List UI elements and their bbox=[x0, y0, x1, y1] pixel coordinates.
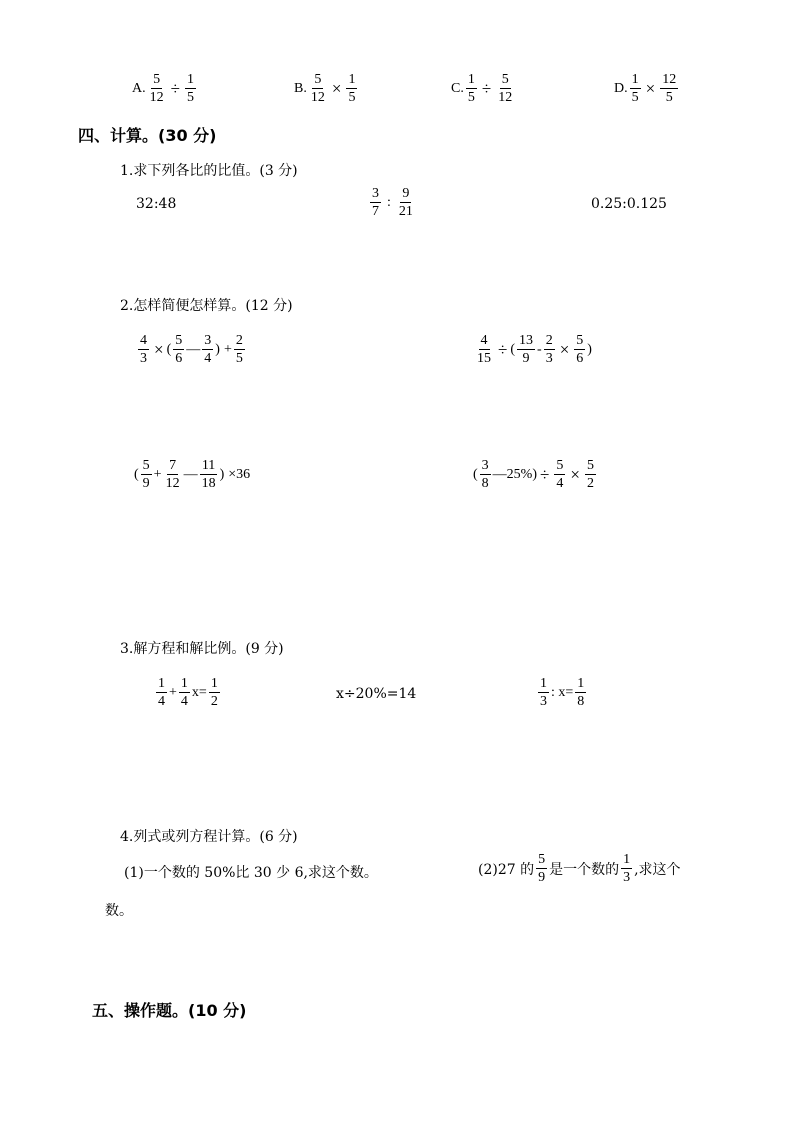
fraction: $\frac{1}{2}$ bbox=[210, 676, 218, 709]
operator: ÷ bbox=[170, 78, 180, 98]
choice-c bbox=[451, 72, 516, 105]
q3-proportion: $\frac{1}{3}$ : x= $\frac{1}{8}$ bbox=[540, 676, 585, 709]
fraction: $\frac{13}{9}$ bbox=[519, 333, 534, 366]
choice-label: A. bbox=[132, 80, 146, 96]
fraction: $\frac{1}{3}$ bbox=[623, 852, 631, 885]
operator: × bbox=[645, 78, 656, 98]
choice-label: C. bbox=[451, 80, 464, 96]
q4-problem-1: (1)一个数的 50%比 30 少 6,求这个数。 bbox=[124, 865, 378, 881]
section-5-title: 五、操作题。(10 分) bbox=[92, 1001, 247, 1020]
fraction: $\frac{5}{12}$ bbox=[149, 72, 164, 105]
fraction: $\frac{2}{5}$ bbox=[235, 333, 243, 366]
q3-equation-2: x÷20%=14 bbox=[336, 686, 417, 702]
q4-problem-2: (2)27 的 $\frac{5}{9}$ 是一个数的 $\frac{1}{3}$ ,求这个 bbox=[478, 852, 681, 885]
fraction: $\frac{5}{4}$ bbox=[556, 458, 564, 491]
fraction: $\frac{1}{5}$ bbox=[631, 72, 639, 105]
fraction: $\frac{5}{9}$ bbox=[142, 458, 150, 491]
fraction: $\frac{1}{4}$ bbox=[180, 676, 188, 709]
fraction: $\frac{3}{7}$ bbox=[372, 186, 379, 219]
fraction: $\frac{1}{5}$ bbox=[186, 72, 194, 105]
operator: ÷ bbox=[481, 78, 492, 98]
fraction: $\frac{4}{3}$ bbox=[140, 333, 147, 366]
choice-d bbox=[614, 72, 680, 105]
q2-title: 2.怎样简便怎样算。(12 分) bbox=[120, 298, 293, 314]
q4-title: 4.列式或列方程计算。(6 分) bbox=[120, 829, 298, 845]
q1-title: 1.求下列各比的比值。(3 分) bbox=[120, 163, 298, 179]
fraction: $\frac{11}{18}$ bbox=[201, 458, 216, 491]
q2-expression-3: ( $\frac{5}{9}$ + $\frac{7}{12}$ — $\frac{11}{18}$ ) ×36 bbox=[134, 458, 251, 491]
ratio-sign: : bbox=[387, 194, 391, 210]
section-4-title: 四、计算。(30 分) bbox=[78, 126, 217, 145]
q3-title: 3.解方程和解比例。(9 分) bbox=[120, 641, 284, 657]
q2-expression-4: ( $\frac{3}{8}$ —25%) ÷ $\frac{5}{4}$ × $\frac{5}{2}$ bbox=[473, 458, 594, 491]
q4-problem-2-continued: 数。 bbox=[105, 903, 133, 919]
fraction: $\frac{3}{8}$ bbox=[481, 458, 489, 491]
fraction: $\frac{1}{4}$ bbox=[158, 676, 165, 709]
q1-ratio-a: 32:48 bbox=[136, 196, 177, 212]
fraction: $\frac{9}{21}$ bbox=[398, 186, 413, 219]
fraction: $\frac{1}{8}$ bbox=[577, 676, 585, 709]
operator: × bbox=[331, 78, 342, 98]
fraction: $\frac{5}{6}$ bbox=[175, 333, 183, 366]
fraction: $\frac{7}{12}$ bbox=[165, 458, 180, 491]
fraction: $\frac{2}{3}$ bbox=[545, 333, 553, 366]
fraction: $\frac{5}{6}$ bbox=[576, 333, 584, 366]
fraction: $\frac{3}{4}$ bbox=[204, 333, 212, 366]
q2-expression-2: $\frac{4}{15}$ ÷ ( $\frac{13}{9}$ - $\frac{2}{3}$ × $\frac{5}{6}$ ) bbox=[477, 333, 592, 366]
choice-a bbox=[132, 72, 198, 105]
choice-label: D. bbox=[614, 80, 628, 96]
fraction: $\frac{12}{5}$ bbox=[662, 72, 677, 105]
fraction: $\frac{5}{2}$ bbox=[586, 458, 594, 491]
q2-expression-1: $\frac{4}{3}$ × ( $\frac{5}{6}$ — $\frac{3}{4}$ ) + $\frac{2}{5}$ bbox=[140, 333, 243, 366]
choice-label: B. bbox=[294, 80, 307, 96]
q1-ratio-c: 0.25:0.125 bbox=[591, 196, 667, 212]
fraction: $\frac{5}{9}$ bbox=[538, 852, 546, 885]
choice-b bbox=[294, 72, 359, 105]
q1-ratio-b bbox=[368, 186, 417, 219]
fraction: $\frac{5}{12}$ bbox=[310, 72, 325, 105]
fraction: $\frac{4}{15}$ bbox=[477, 333, 491, 366]
q3-equation-1: $\frac{1}{4}$ + $\frac{1}{4}$ x= $\frac{1}{2}$ bbox=[158, 676, 218, 709]
fraction: $\frac{5}{12}$ bbox=[498, 72, 513, 105]
fraction: $\frac{1}{3}$ bbox=[540, 676, 547, 709]
fraction: $\frac{1}{5}$ bbox=[348, 72, 356, 105]
fraction: $\frac{1}{5}$ bbox=[467, 72, 475, 105]
